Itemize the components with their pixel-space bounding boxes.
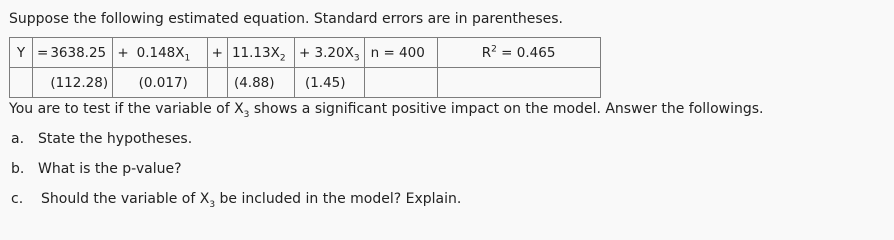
item-b-text: What is the p-value?	[38, 161, 182, 177]
item-c-text: Should the variable of $X_3$ be included in the model? Explain.	[41, 191, 462, 210]
item-c	[11, 191, 462, 210]
se-constant: (112.28)	[48, 68, 113, 98]
x2-coef: $11.13X_2$	[227, 38, 294, 68]
regression-equation-table	[9, 37, 601, 98]
r-squared: $R^2 = 0.465$	[437, 38, 600, 68]
question-text: You are to test if the variable of $X_3$ shows a significant positive impact on the model. Answer the followings.	[9, 101, 764, 120]
constant-coef: 3638.25	[48, 38, 113, 68]
sample-size: n = 400	[364, 38, 437, 68]
dependent-variable: Y	[10, 38, 33, 68]
item-b-letter: b.	[11, 161, 25, 177]
se-x2: (4.88)	[227, 68, 294, 98]
item-c-letter: c.	[11, 191, 24, 207]
se-x1: (0.017)	[133, 68, 208, 98]
equation-row	[10, 38, 601, 68]
x1-coef: $0.148X_1$	[133, 38, 208, 68]
item-a	[11, 131, 192, 147]
item-a-text: State the hypotheses.	[38, 131, 193, 147]
plus-sign-1: +	[113, 38, 133, 68]
se-x3: (1.45)	[294, 68, 364, 98]
standard-error-row	[10, 68, 601, 98]
item-b	[11, 161, 182, 177]
equals-sign: =	[33, 38, 49, 68]
item-a-letter: a.	[11, 131, 25, 147]
x3-coef: + $3.20X_3$	[294, 38, 364, 68]
intro-text: Suppose the following estimated equation. Standard errors are in parentheses.	[9, 11, 563, 27]
plus-sign-2: +	[207, 38, 227, 68]
